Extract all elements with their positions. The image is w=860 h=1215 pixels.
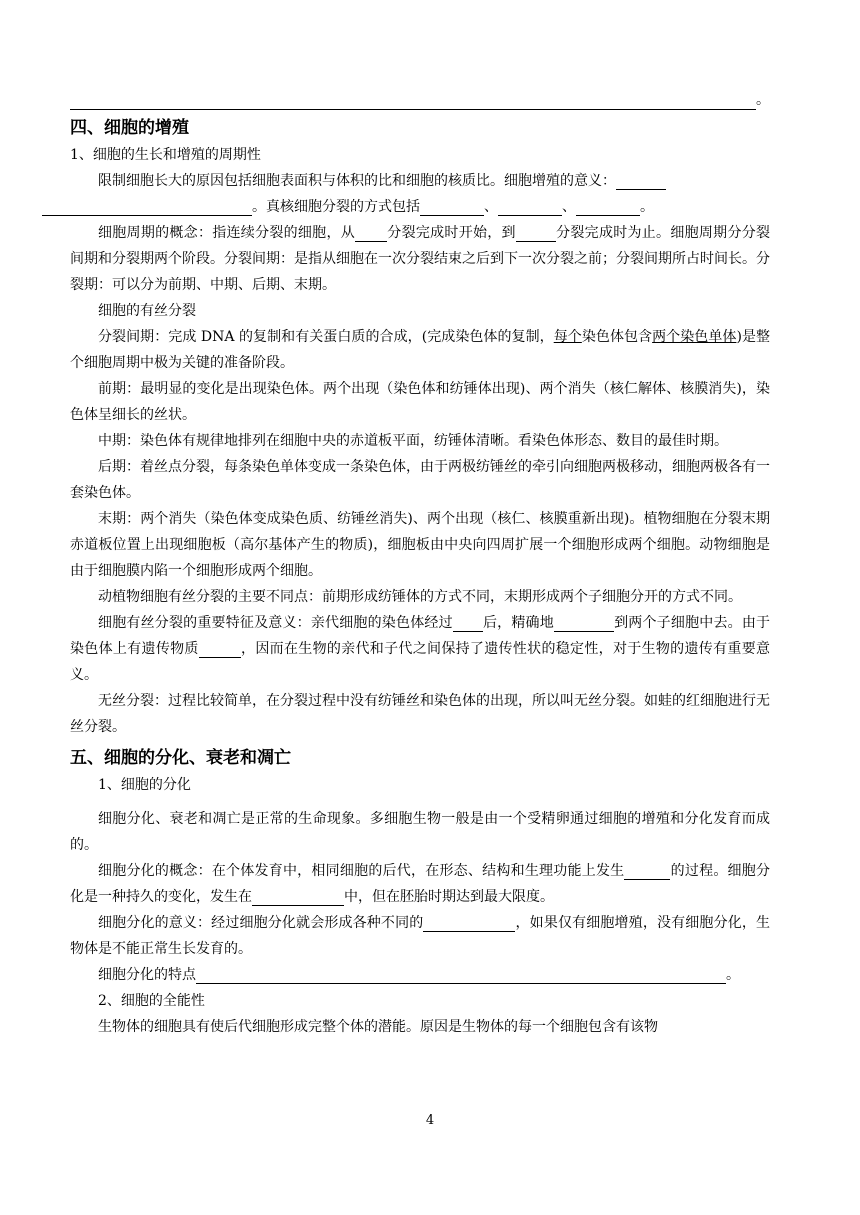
- paragraph: 后期：着丝点分裂，每条染色单体变成一条染色体，由于两极纺锤丝的牵引向细胞两极移动，细胞两极各有一套染色体。: [70, 459, 770, 501]
- answer-blank[interactable]: [616, 171, 666, 190]
- answer-blank[interactable]: [423, 913, 515, 932]
- paragraph: 细胞分化的意义：经过细胞分化就会形成各种不同的 ，如果仅有细胞增殖，没有细胞分化，生物体是不能正常生长发育的。: [70, 915, 771, 957]
- paragraph: 细胞分化、衰老和凋亡是正常的生命现象。多细胞生物一般是由一个受精卵通过细胞的增殖和分化发育而成的。: [70, 811, 770, 853]
- paragraph: 细胞的有丝分裂: [98, 303, 196, 319]
- answer-blank[interactable]: [252, 887, 344, 906]
- paragraph: 中期：染色体有规律地排列在细胞中央的赤道板平面，纺锤体清晰。看染色体形态、数目的最佳时期。: [98, 433, 728, 449]
- paragraph: 分裂间期：完成 DNA 的复制和有关蛋白质的合成，(完成染色体的复制，每个染色体包含两个染色单体)是整个细胞周期中极为关键的准备阶段。: [70, 329, 771, 371]
- answer-blank[interactable]: [453, 613, 483, 632]
- paragraph: 动植物细胞有丝分裂的主要不同点：前期形成纺锤体的方式不同，末期形成两个子细胞分开的方式不同。: [98, 589, 742, 605]
- section-heading-5: 五、细胞的分化、衰老和凋亡: [70, 748, 291, 768]
- section-heading-4: 四、细胞的增殖: [70, 118, 189, 138]
- paragraph: 细胞周期的概念：指连续分裂的细胞，从 分裂完成时开始，到 分裂完成时为止。细胞周期分分裂间期和分裂期两个阶段。分裂间期：是指从细胞在一次分裂结束之后到下一次分裂之前；分裂间期所占时间长。分裂期：可以分为前期、中期、后期、末期。: [70, 225, 771, 293]
- answer-blank[interactable]: [70, 87, 756, 110]
- answer-blank[interactable]: [624, 861, 670, 880]
- paragraph: 生物体的细胞具有使后代细胞形成完整个体的潜能。原因是生物体的每一个细胞包含有该物: [98, 1019, 658, 1035]
- fill-in-line: 。: [70, 86, 770, 110]
- answer-blank[interactable]: [199, 639, 241, 658]
- answer-blank[interactable]: [355, 223, 387, 242]
- answer-blank[interactable]: [42, 197, 252, 216]
- answer-blank[interactable]: [420, 197, 484, 216]
- document-page: [70, 86, 770, 1040]
- paragraph: 细胞分化的概念：在个体发育中，相同细胞的后代，在形态、结构和生理功能上发生 的过程。细胞分化是一种持久的变化，发生在 中，但在胚胎时期达到最大限度。: [70, 863, 771, 905]
- subsection-title: 2、细胞的全能性: [98, 993, 205, 1009]
- answer-blank[interactable]: [498, 197, 562, 216]
- subsection-title: 1、细胞的生长和增殖的周期性: [70, 147, 261, 163]
- answer-blank[interactable]: [554, 613, 614, 632]
- paragraph: 细胞分化的特点 。: [98, 967, 740, 983]
- answer-blank[interactable]: [196, 965, 726, 984]
- page-number: 4: [425, 1113, 435, 1128]
- paragraph: 无丝分裂：过程比较简单，在分裂过程中没有纺锤丝和染色体的出现，所以叫无丝分裂。如蛙的红细胞进行无丝分裂。: [70, 693, 770, 735]
- paragraph: 前期：最明显的变化是出现染色体。两个出现（染色体和纺锤体出现)、两个消失（核仁解体、核膜消失)，染色体呈细长的丝状。: [70, 381, 770, 423]
- answer-blank[interactable]: [516, 223, 556, 242]
- paragraph: 末期：两个消失（染色体变成染色质、纺锤丝消失)、两个出现（核仁、核膜重新出现)。植物细胞在分裂末期赤道板位置上出现细胞板（高尔基体产生的物质)，细胞板由中央向四周扩展一个细胞形成两个细胞。动物细胞是由于细胞膜内陷一个细胞形成两个细胞。: [70, 511, 770, 579]
- answer-blank[interactable]: [576, 197, 640, 216]
- paragraph: 限制细胞长大的原因包括细胞表面积与体积的比和细胞的核质比。细胞增殖的意义： 。真核细胞分裂的方式包括 、 、 。: [70, 168, 770, 220]
- paragraph: 细胞有丝分裂的重要特征及意义：亲代细胞的染色体经过 后，精确地 到两个子细胞中去。由于染色体上有遗传物质 ，因而在生物的亲代和子代之间保持了遗传性状的稳定性，对于生物的遗传有重要意义。: [70, 615, 771, 683]
- subsection-title: 1、细胞的分化: [98, 777, 191, 793]
